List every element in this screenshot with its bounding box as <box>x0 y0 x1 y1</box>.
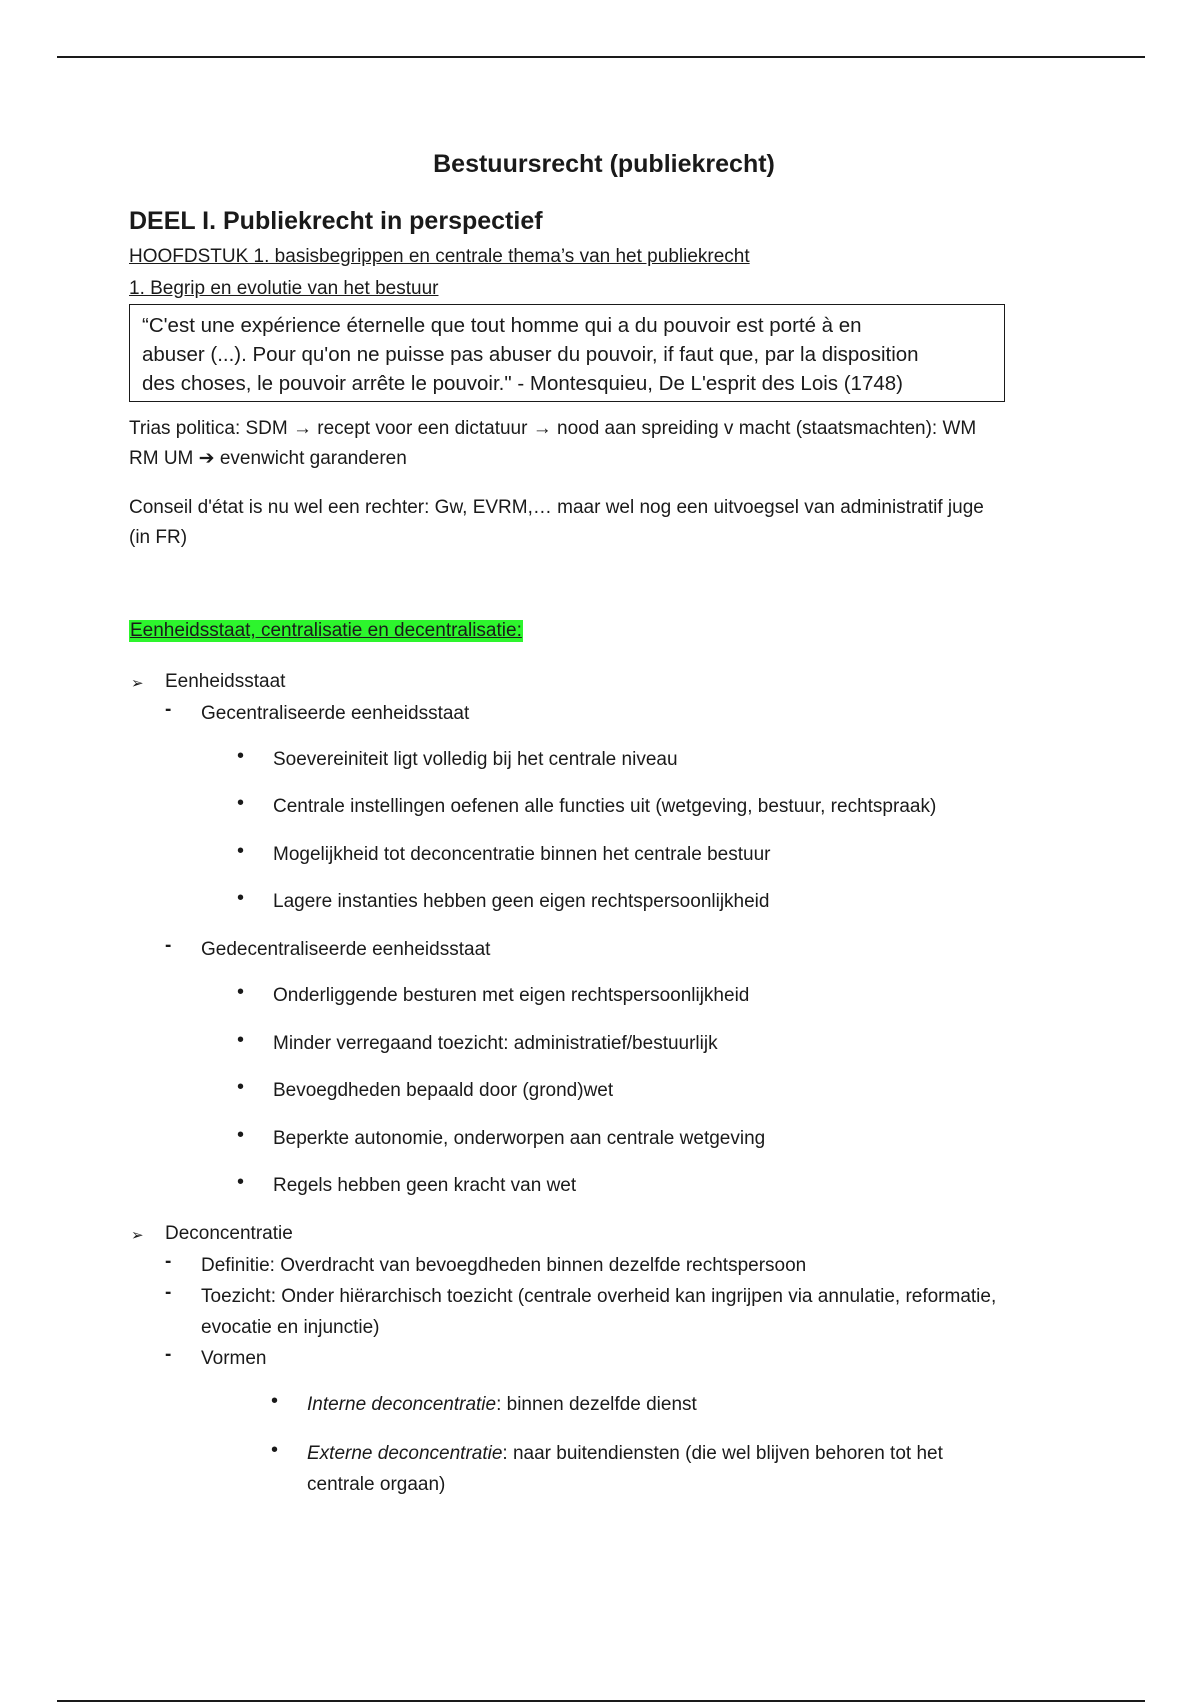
paragraph-line: Conseil d'état is nu wel een rechter: Gw, EVRM,… maar wel nog een uitvoegsel van administratif juge <box>129 497 984 518</box>
part-heading: DEEL I. Publiekrecht in perspectief <box>129 207 543 235</box>
list-item: Minder verregaand toezicht: administratief/bestuurlijk <box>273 1033 718 1054</box>
list-item-gecentraliseerd: Gecentraliseerde eenheidsstaat <box>201 703 470 724</box>
dot-bullet: • <box>237 1171 245 1193</box>
list-item-gedecentraliseerd: Gedecentraliseerde eenheidsstaat <box>201 939 491 960</box>
list-item: Mogelijkheid tot deconcentratie binnen het centrale bestuur <box>273 844 771 865</box>
quote-line: des choses, le pouvoir arrête le pouvoir." - Montesquieu, De L'esprit des Lois (1748) <box>142 372 903 395</box>
dot-bullet: • <box>271 1390 279 1412</box>
dot-bullet: • <box>237 840 245 862</box>
list-item: Soevereiniteit ligt volledig bij het centrale niveau <box>273 749 678 770</box>
arrow-bullet-icon: ➢ <box>131 1227 144 1244</box>
term-italic: Interne deconcentratie <box>307 1394 497 1415</box>
dot-bullet: • <box>237 1076 245 1098</box>
list-item-intern <box>307 1390 697 1420</box>
document-title: Bestuursrecht (publiekrecht) <box>433 150 775 178</box>
dot-bullet: • <box>237 981 245 1003</box>
list-item-vormen: Vormen <box>201 1348 267 1369</box>
quote-line: “C'est une expérience éternelle que tout homme qui a du pouvoir est porté à en <box>142 314 862 337</box>
dot-bullet: • <box>237 887 245 909</box>
dot-bullet: • <box>237 792 245 814</box>
list-item: Beperkte autonomie, onderworpen aan centrale wetgeving <box>273 1128 766 1149</box>
list-item-definitie: Definitie: Overdracht van bevoegdheden binnen dezelfde rechtspersoon <box>201 1255 807 1276</box>
dash-bullet: - <box>165 935 172 956</box>
chapter-heading: HOOFDSTUK 1. basisbegrippen en centrale thema’s van het publiekrecht <box>129 246 750 267</box>
list-item: Centrale instellingen oefenen alle functies uit (wetgeving, bestuur, rechtspraak) <box>273 796 937 817</box>
list-item-toezicht-cont: evocatie en injunctie) <box>201 1317 380 1338</box>
list-item-deconcentratie: Deconcentratie <box>165 1223 293 1244</box>
quote-line: abuser (...). Pour qu'on ne puisse pas abuser du pouvoir, if faut que, par la disposition <box>142 343 919 366</box>
list-item-extern <box>307 1439 943 1469</box>
dot-bullet: • <box>237 745 245 767</box>
dash-bullet: - <box>165 1282 172 1303</box>
paragraph-line: RM UM ➔ evenwicht garanderen <box>129 448 407 469</box>
dot-bullet: • <box>237 1029 245 1051</box>
montesquieu-quote-box <box>129 304 1005 402</box>
term-rest: : binnen dezelfde dienst <box>496 1394 697 1415</box>
dash-bullet: - <box>165 1251 172 1272</box>
section-heading: 1. Begrip en evolutie van het bestuur <box>129 278 439 299</box>
header-rule <box>57 56 1145 58</box>
dot-bullet: • <box>237 1124 245 1146</box>
highlighted-heading: Eenheidsstaat, centralisatie en decentralisatie: <box>130 620 522 641</box>
paragraph-line: Trias politica: SDM → recept voor een dictatuur → nood aan spreiding v macht (staatsmachten): WM <box>129 418 977 439</box>
list-item: Onderliggende besturen met eigen rechtspersoonlijkheid <box>273 985 750 1006</box>
term-rest: : naar buitendiensten (die wel blijven behoren tot het <box>502 1443 943 1464</box>
conseil-paragraph <box>129 493 1059 553</box>
paragraph-line: (in FR) <box>129 527 188 548</box>
list-item: Regels hebben geen kracht van wet <box>273 1175 577 1196</box>
list-item-extern-cont: centrale orgaan) <box>307 1474 446 1495</box>
dash-bullet: - <box>165 699 172 720</box>
dot-bullet: • <box>271 1439 279 1461</box>
list-item: Lagere instanties hebben geen eigen rechtspersoonlijkheid <box>273 891 770 912</box>
arrow-bullet-icon: ➢ <box>131 675 144 692</box>
term-italic: Externe deconcentratie <box>307 1443 503 1464</box>
list-item: Bevoegdheden bepaald door (grond)wet <box>273 1080 614 1101</box>
list-item-toezicht: Toezicht: Onder hiërarchisch toezicht (centrale overheid kan ingrijpen via annulatie, reformatie, <box>201 1286 997 1307</box>
list-item-eenheidsstaat: Eenheidsstaat <box>165 671 286 692</box>
dash-bullet: - <box>165 1344 172 1365</box>
trias-politica-paragraph <box>129 414 1059 474</box>
